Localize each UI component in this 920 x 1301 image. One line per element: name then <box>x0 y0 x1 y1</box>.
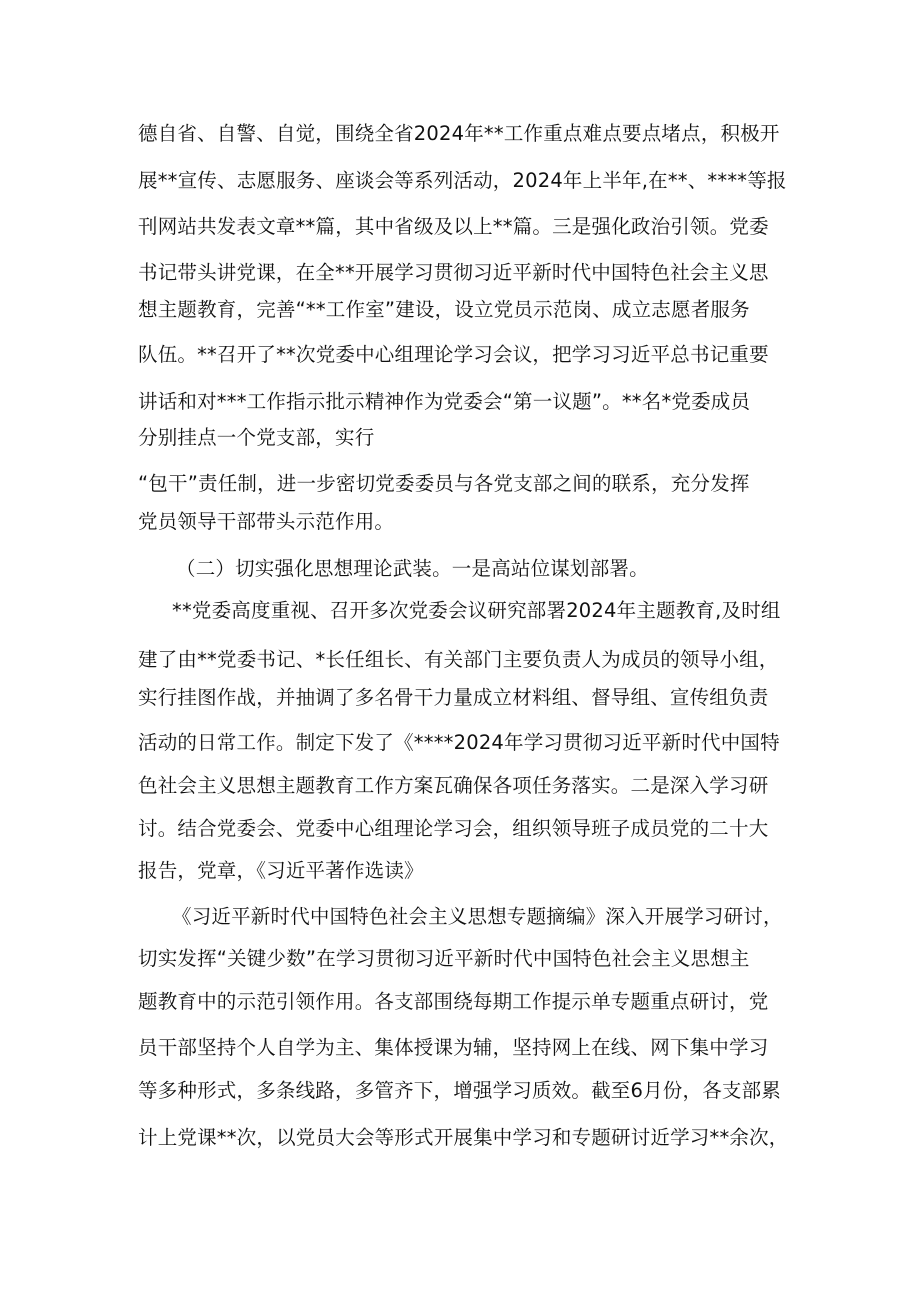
text-line: 色社会主义思想主题教育工作方案瓦确保各项任务落实。二是深入学习研 <box>138 774 769 797</box>
text-line: 分别挂点一个党支部，实行 <box>138 426 375 449</box>
text-line: 德自省、自警、自觉，围绕全省2024年**工作重点难点要点堵点，积极开 <box>138 122 780 145</box>
text-line: 书记带头讲党课，在全**开展学习贯彻习近平新时代中国特色社会主义思 <box>138 261 769 284</box>
text-line: 等多种形式，多条线路，多管齐下，增强学习质效。截至6月份，各支部累 <box>138 1079 782 1102</box>
text-line: 报告，党章，《习近平著作选读》 <box>138 859 424 882</box>
text-line: 切实发挥“关键少数”在学习贯彻习近平新时代中国特色社会主义思想主 <box>138 947 750 970</box>
text-line: 党员领导干部带头示范作用。 <box>138 510 395 533</box>
text-line: 《习近平新时代中国特色社会主义思想专题摘编》深入开展学习研讨， <box>172 905 783 928</box>
text-line: **党委高度重视、召开多次党委会议研究部署2024年主题教育,及时组 <box>172 599 781 622</box>
text-line: 讲话和对***工作指示批示精神作为党委会“第一议题”。**名*党委成员 <box>138 390 751 413</box>
text-line: 想主题教育，完善“**工作室”建设，设立党员示范岗、成立志愿者服务 <box>138 298 750 321</box>
text-line: 员干部坚持个人自学为主、集体授课为辅，坚持网上在线、网下集中学习 <box>138 1036 769 1059</box>
text-line: 活动的日常工作。制定下发了《****2024年学习贯彻习近平新时代中国特 <box>138 731 780 754</box>
text-line: 题教育中的示范引领作用。各支部围绕每期工作提示单专题重点研讨，党 <box>138 990 769 1013</box>
text-line: 刊网站共发表文章**篇，其中省级及以上**篇。三是强化政治引领。党委 <box>138 215 769 238</box>
text-line: 展**宣传、志愿服务、座谈会等系列活动，2024年上半年,在**、****等报 <box>138 169 787 192</box>
text-line: 计上党课**次，以党员大会等形式开展集中学习和专题研讨近学习**余次， <box>138 1126 789 1149</box>
text-line: 队伍。**召开了**次党委中心组理论学习会议，把学习习近平总书记重要 <box>138 343 769 366</box>
text-line: 讨。结合党委会、党委中心组理论学习会，组织领导班子成员党的二十大 <box>138 817 769 840</box>
text-line: 实行挂图作战，并抽调了多名骨干力量成立材料组、督导组、宣传组负责 <box>138 686 769 709</box>
text-line: 建了由**党委书记、*长任组长、有关部门主要负责人为成员的领导小组， <box>138 648 779 671</box>
text-line: “包干”责任制，进一步密切党委委员与各党支部之间的联系，充分发挥 <box>138 472 750 495</box>
section-heading: （二）切实强化思想理论武装。一是高站位谋划部署。 <box>176 557 649 580</box>
